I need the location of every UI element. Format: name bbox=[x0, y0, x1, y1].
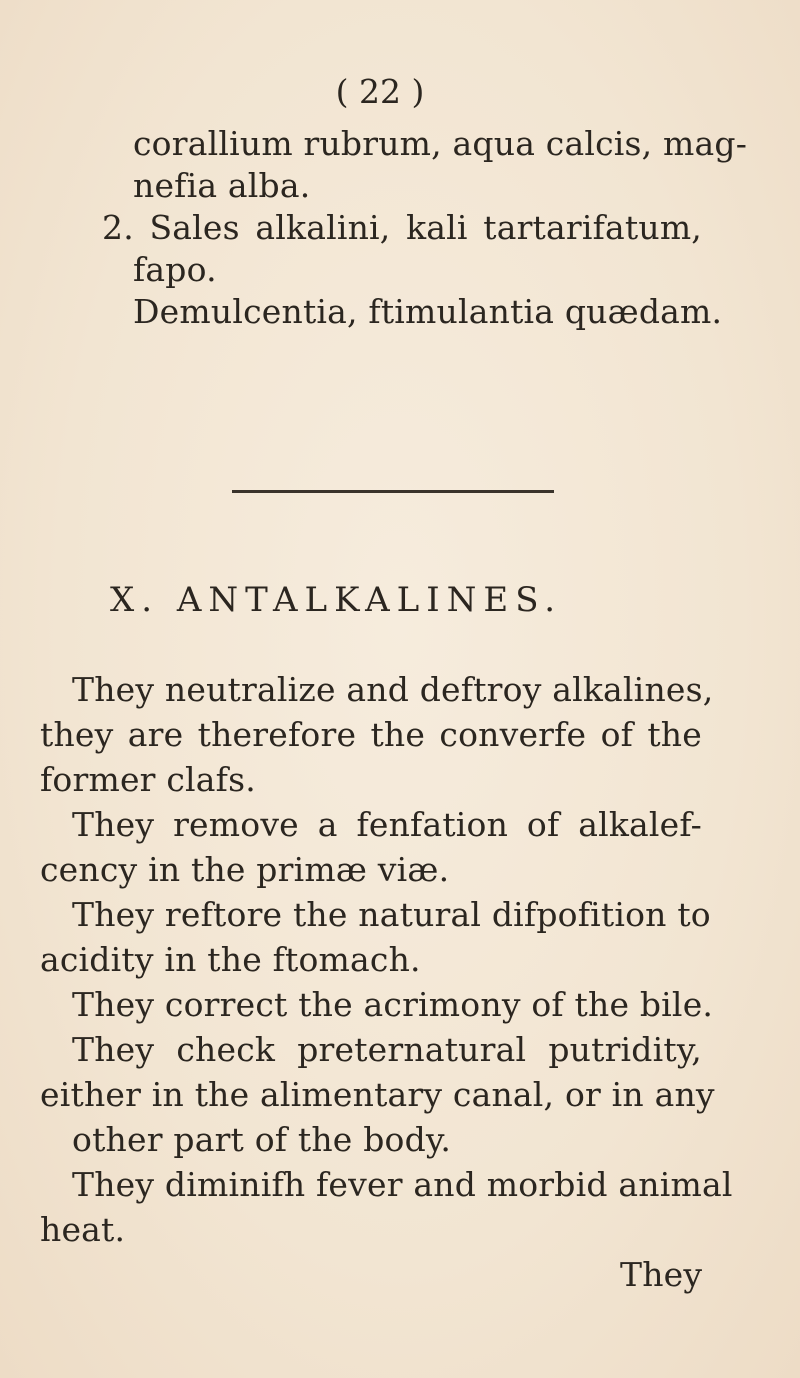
text-line: they are therefore the converfe of the bbox=[40, 715, 702, 754]
text-line: They reftore the natural difpofition to bbox=[72, 895, 711, 934]
text-line: acidity in the ftomach. bbox=[40, 940, 421, 979]
text-line: They correct the acrimony of the bile. bbox=[72, 985, 714, 1024]
section-divider-rule bbox=[232, 490, 554, 493]
text-line: They diminifh fever and morbid animal bbox=[72, 1165, 733, 1204]
text-line: either in the alimentary canal, or in any bbox=[40, 1075, 715, 1114]
text-line: They remove a fenfation of alkalef- bbox=[72, 805, 702, 844]
text-line: 2. Sales alkalini, kali tartarifatum, bbox=[102, 208, 702, 247]
text-line: cency in the primæ viæ. bbox=[40, 850, 450, 889]
text-line: other part of the body. bbox=[72, 1120, 452, 1159]
text-line: They check preternatural putridity, bbox=[72, 1030, 702, 1069]
text-line: nefia alba. bbox=[133, 166, 311, 205]
text-line: fapo. bbox=[133, 250, 217, 289]
text-line: corallium rubrum, aqua calcis, mag- bbox=[133, 124, 748, 163]
section-title: X. ANTALKALINES. bbox=[110, 580, 563, 620]
catchword: They bbox=[620, 1255, 703, 1294]
page-number: ( 22 ) bbox=[335, 72, 425, 111]
text-line: They neutralize and deftroy alkalines, bbox=[72, 670, 714, 709]
text-line: former clafs. bbox=[40, 760, 256, 799]
text-line: Demulcentia, ftimulantia quædam. bbox=[133, 292, 723, 331]
text-line: heat. bbox=[40, 1210, 126, 1249]
